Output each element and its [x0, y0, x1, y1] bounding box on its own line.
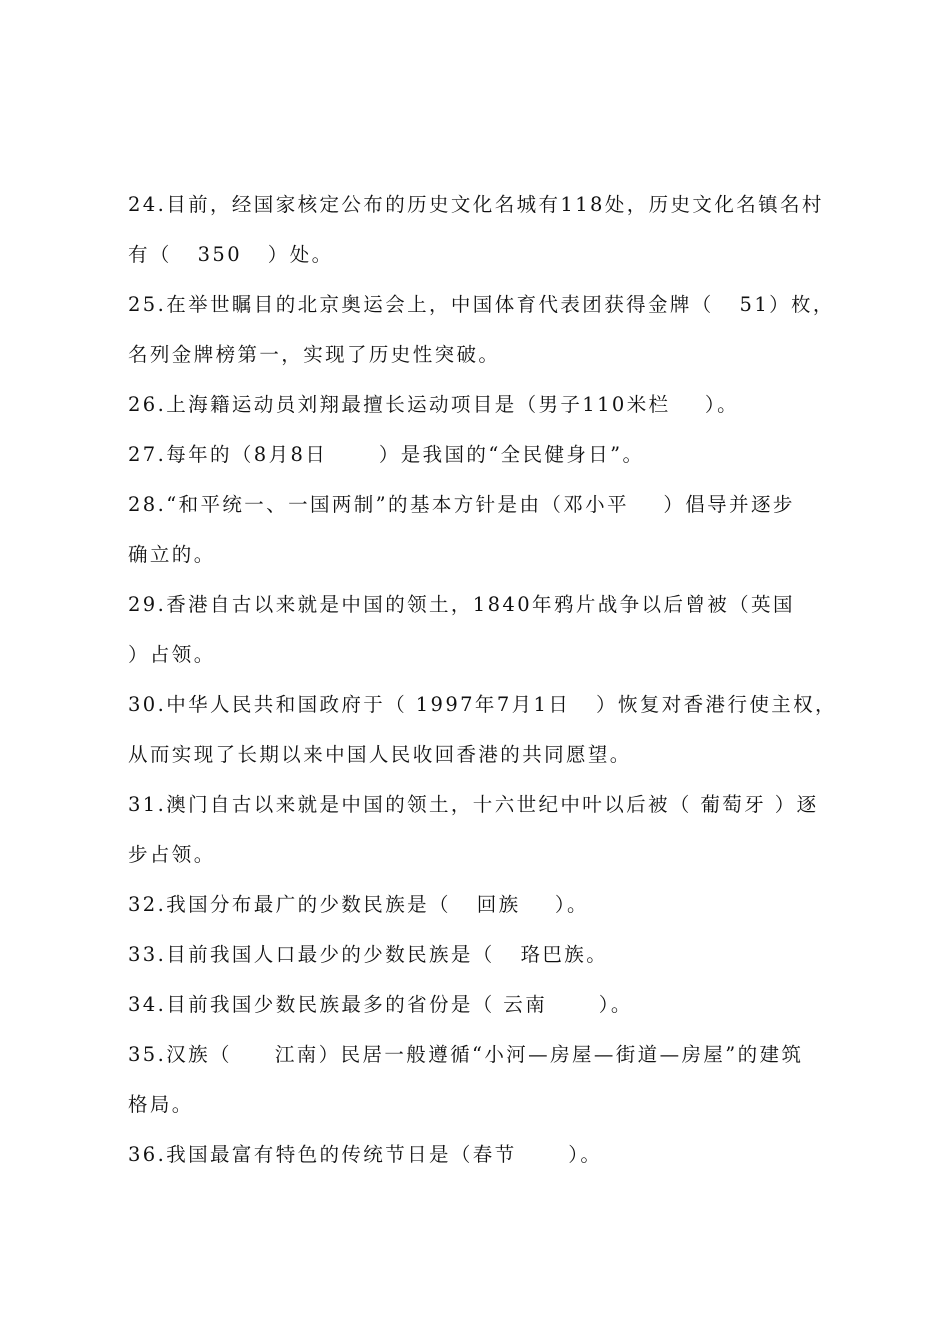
question-25-line-2: 名列金牌榜第一，实现了历史性突破。: [128, 343, 501, 366]
question-35-line-2: 格局。: [128, 1093, 194, 1116]
question-36-line-1: 36.我国最富有特色的传统节日是（春节 ）。: [128, 1143, 603, 1166]
question-32-line-1: 32.我国分布最广的少数民族是（ 回族 ）。: [128, 893, 589, 916]
question-33-line-1: 33.目前我国人口最少的少数民族是（ 珞巴族。: [128, 943, 609, 966]
question-28-line-2: 确立的。: [128, 543, 216, 566]
question-24-line-2: 有（ 350 ）处。: [128, 243, 334, 266]
question-31-line-2: 步占领。: [128, 843, 216, 866]
question-27-line-1: 27.每年的（8月8日 ）是我国的“全民健身日”。: [128, 443, 645, 466]
question-31-line-1: 31.澳门自古以来就是中国的领土，十六世纪中叶以后被（ 葡萄牙 ）逐: [128, 793, 819, 816]
question-25-line-1: 25.在举世瞩目的北京奥运会上，中国体育代表团获得金牌（ 51）枚，: [128, 293, 835, 316]
question-26-line-1: 26.上海籍运动员刘翔最擅长运动项目是（男子110米栏 ）。: [128, 393, 739, 416]
question-34-line-1: 34.目前我国少数民族最多的省份是（ 云南 ）。: [128, 993, 633, 1016]
question-24-line-1: 24.目前，经国家核定公布的历史文化名城有118处，历史文化名镇名村: [128, 193, 824, 216]
question-35-line-1: 35.汉族（ 江南）民居一般遵循“小河—房屋—街道—房屋”的建筑: [128, 1043, 804, 1066]
question-29-line-1: 29.香港自古以来就是中国的领土，1840年鸦片战争以后曾被（英国: [128, 593, 795, 616]
question-29-line-2: ）占领。: [128, 643, 216, 666]
question-30-line-2: 从而实现了长期以来中国人民收回香港的共同愿望。: [128, 743, 632, 766]
question-30-line-1: 30.中华人民共和国政府于（ 1997年7月1日 ）恢复对香港行使主权，: [128, 693, 837, 716]
question-28-line-1: 28.“和平统一、一国两制”的基本方针是由（邓小平 ）倡导并逐步: [128, 493, 795, 516]
